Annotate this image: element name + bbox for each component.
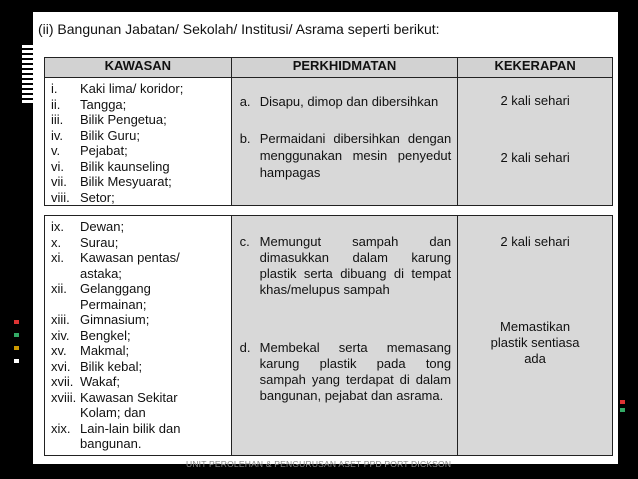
- service-item: b. Permaidani dibersihkan dengan menggunakan mesin penyedut hampagas: [239, 131, 452, 180]
- header-kekerapan: KEKERAPAN: [458, 58, 613, 78]
- slide-decoration-square: [14, 346, 19, 350]
- area-list-item: [51, 219, 227, 235]
- header-perkhidmatan: PERKHIDMATAN: [231, 58, 458, 78]
- area-item-label: Wakaf;: [80, 374, 120, 389]
- area-list-item: [51, 421, 227, 437]
- area-item-label: Gimnasium;: [80, 312, 150, 327]
- area-list-item: [51, 190, 227, 206]
- perkhidmatan-cell: [231, 78, 458, 206]
- area-item-label: Bilik kaunseling: [80, 158, 170, 174]
- area-list-item: [51, 328, 227, 344]
- kawasan-cell: [45, 78, 232, 206]
- frequency-value: 2 kali sehari: [500, 93, 570, 108]
- area-item-label: astaka;: [80, 265, 122, 281]
- area-item-number: xviii.: [51, 389, 77, 405]
- slide-decoration-square: [620, 408, 625, 412]
- area-item-number: xiii.: [51, 312, 70, 327]
- area-item-label: Pejabat;: [80, 143, 128, 158]
- area-item-number: xvii.: [51, 374, 74, 389]
- area-item-number: x.: [51, 234, 62, 250]
- area-item-number: [51, 297, 80, 313]
- document-excerpt-top: [33, 12, 618, 214]
- area-list-item: [51, 405, 227, 421]
- area-item-number: xvi.: [51, 358, 71, 374]
- area-item-number: ix.: [51, 219, 64, 234]
- area-item-number: iv.: [51, 127, 64, 143]
- area-item-label: Kolam; dan: [80, 405, 146, 420]
- area-item-number: i.: [51, 81, 58, 96]
- area-list-item: [51, 374, 227, 390]
- cleaning-schedule-table-bottom: [44, 215, 613, 456]
- area-item-number: [51, 266, 80, 282]
- perkhidmatan-cell: [231, 216, 457, 456]
- area-list-item: [51, 359, 227, 375]
- header-kawasan: KAWASAN: [45, 58, 232, 78]
- area-item-label: Gelanggang: [80, 281, 151, 296]
- slide-decoration-square: [14, 333, 19, 337]
- frequency-value: Memastikan plastik sentiasa ada: [490, 319, 580, 366]
- area-item-number: vi.: [51, 158, 64, 174]
- cleaning-schedule-table-top: [44, 57, 613, 206]
- area-item-number: [51, 405, 80, 421]
- area-list-item: [51, 436, 227, 452]
- area-item-label: Bilik Mesyuarat;: [80, 174, 172, 189]
- area-list-item: [51, 143, 227, 159]
- slide-decoration-square: [620, 400, 625, 404]
- area-item-label: Setor;: [80, 189, 115, 205]
- area-item-label: Lain-lain bilik dan: [80, 420, 181, 436]
- area-item-number: xii.: [51, 281, 67, 296]
- area-item-label: Kawasan pentas/: [80, 250, 180, 265]
- area-item-number: xix.: [51, 420, 71, 436]
- area-item-label: Makmal;: [80, 343, 130, 358]
- frequency-value: 2 kali sehari: [500, 234, 570, 249]
- area-item-label: Dewan;: [80, 219, 125, 234]
- area-list-item: [51, 312, 227, 328]
- kekerapan-cell: [458, 78, 613, 206]
- section-heading: (ii) Bangunan Jabatan/ Sekolah/ Institusi/ Asrama seperti berikut:: [38, 21, 440, 37]
- area-item-label: Bilik Pengetua;: [80, 112, 167, 127]
- service-item: d. Membekal serta memasang karung plastik pada tong sampah yang terdapat di dalam bangunan, pejabat dan asrama.: [239, 340, 452, 403]
- area-item-label: Tangga;: [80, 96, 127, 112]
- area-item-number: [51, 436, 80, 452]
- service-item: c. Memungut sampah dan dimasukkan dalam karung plastik serta dibuang di tempat khas/melupus sampah: [239, 234, 452, 297]
- document-excerpt-bottom: [33, 212, 618, 464]
- service-item: a. Disapu, dimop dan dibersihkan: [239, 94, 439, 109]
- area-list-item: [51, 128, 227, 144]
- area-list-item: [51, 97, 227, 113]
- area-list-item: [51, 159, 227, 175]
- area-list-item: [51, 390, 227, 406]
- area-item-label: Bilik Guru;: [80, 127, 140, 143]
- area-item-label: Permainan;: [80, 296, 147, 312]
- frequency-value: 2 kali sehari: [500, 150, 570, 165]
- area-list-item: [51, 250, 227, 266]
- area-list-item: [51, 343, 227, 359]
- kawasan-cell: [45, 216, 232, 456]
- area-list-item: [51, 112, 227, 128]
- area-item-label: Bilik kebal;: [80, 358, 143, 374]
- footer-text: UNIT PEROLEHAN & PENGURUSAN ASET PPD PORT DICKSON: [186, 459, 452, 469]
- area-list-item: [51, 81, 227, 97]
- area-list-item: [51, 266, 227, 282]
- area-item-label: Kaki lima/ koridor;: [80, 81, 184, 96]
- slide-decoration-square: [14, 359, 19, 363]
- area-list-item: [51, 281, 227, 297]
- area-item-number: xi.: [51, 250, 64, 265]
- area-item-label: bangunan.: [80, 436, 142, 451]
- area-item-number: ii.: [51, 96, 61, 112]
- area-list-item: [51, 174, 227, 190]
- kekerapan-cell: [458, 216, 613, 456]
- area-item-number: iii.: [51, 112, 64, 127]
- area-item-label: Surau;: [80, 234, 119, 250]
- area-list-item: [51, 235, 227, 251]
- area-item-number: vii.: [51, 174, 67, 189]
- area-item-label: Kawasan Sekitar: [80, 389, 178, 405]
- area-item-number: xiv.: [51, 327, 70, 343]
- area-item-label: Bengkel;: [80, 327, 131, 343]
- area-item-number: xv.: [51, 343, 67, 358]
- area-item-number: viii.: [51, 189, 70, 205]
- area-item-number: v.: [51, 143, 61, 158]
- slide-decoration-square: [14, 320, 19, 324]
- area-list-item: [51, 297, 227, 313]
